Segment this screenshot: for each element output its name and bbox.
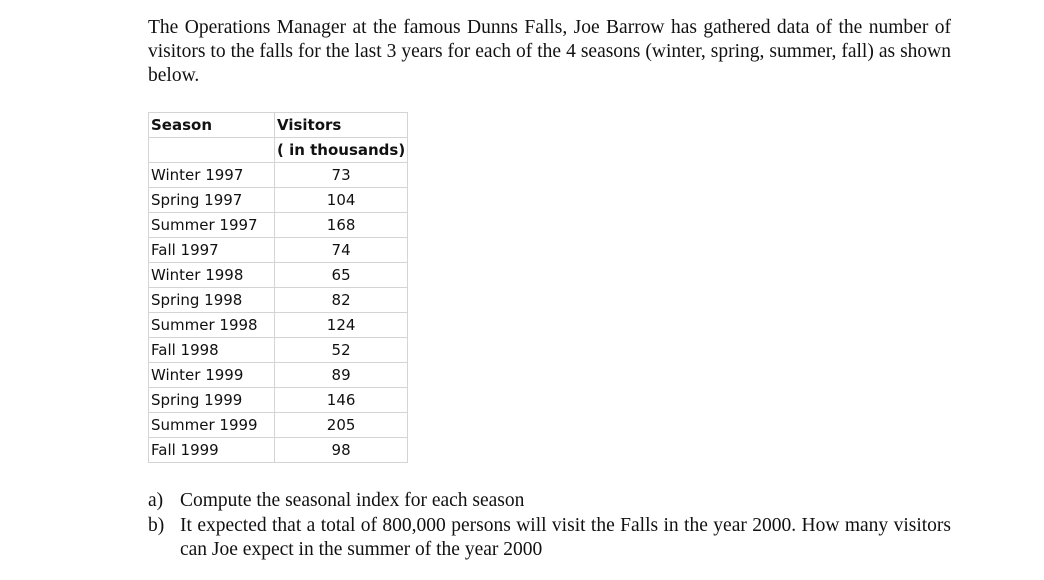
season-cell: Summer 1998: [149, 313, 275, 338]
visitors-cell: 98: [275, 438, 408, 463]
table-row: [149, 338, 408, 363]
visitors-cell: 146: [275, 388, 408, 413]
table-row: [149, 413, 408, 438]
visitors-cell: 73: [275, 163, 408, 188]
season-cell: Winter 1997: [149, 163, 275, 188]
header-season: Season: [149, 113, 275, 138]
questions-list: [148, 489, 951, 563]
header-visitors: Visitors: [275, 113, 408, 138]
visitors-cell: 82: [275, 288, 408, 313]
question-b: [148, 514, 951, 563]
question-marker: a): [148, 490, 164, 511]
visitors-cell: 205: [275, 413, 408, 438]
intro-paragraph: The Operations Manager at the famous Dunns Falls, Joe Barrow has gathered data of the number of visitors to the falls for the last 3 years for each of the 4 seasons (winter, spring, summer, fall) as shown below.: [148, 17, 951, 86]
table-header-row: [149, 113, 408, 138]
header-visitors-unit: ( in thousands): [275, 138, 408, 163]
visitors-cell: 74: [275, 238, 408, 263]
season-cell: Summer 1997: [149, 213, 275, 238]
table-row: [149, 213, 408, 238]
season-cell: Summer 1999: [149, 413, 275, 438]
question-marker: b): [148, 514, 165, 536]
table-row: [149, 438, 408, 463]
season-cell: Spring 1999: [149, 388, 275, 413]
table-row: [149, 388, 408, 413]
visitors-cell: 89: [275, 363, 408, 388]
season-cell: Winter 1999: [149, 363, 275, 388]
table-header-row-2: [149, 138, 408, 163]
table-row: [149, 313, 408, 338]
table-row: [149, 163, 408, 188]
visitors-table: [148, 112, 408, 463]
question-a: [148, 489, 951, 514]
table-row: [149, 188, 408, 213]
table-row: [149, 363, 408, 388]
season-cell: Spring 1997: [149, 188, 275, 213]
season-cell: Spring 1998: [149, 288, 275, 313]
table-row: [149, 238, 408, 263]
season-cell: Fall 1998: [149, 338, 275, 363]
question-text: It expected that a total of 800,000 persons will visit the Falls in the year 2000. How many visitors can Joe expect in the summer of the year 2000: [180, 514, 951, 560]
season-cell: Fall 1999: [149, 438, 275, 463]
visitors-cell: 168: [275, 213, 408, 238]
visitors-cell: 124: [275, 313, 408, 338]
season-cell: Fall 1997: [149, 238, 275, 263]
table-row: [149, 263, 408, 288]
season-cell: Winter 1998: [149, 263, 275, 288]
table-row: [149, 288, 408, 313]
question-text: Compute the seasonal index for each season: [180, 490, 525, 511]
visitors-cell: 65: [275, 263, 408, 288]
visitors-cell: 104: [275, 188, 408, 213]
document-page: [148, 16, 951, 560]
header-season-blank: [149, 138, 275, 163]
visitors-cell: 52: [275, 338, 408, 363]
